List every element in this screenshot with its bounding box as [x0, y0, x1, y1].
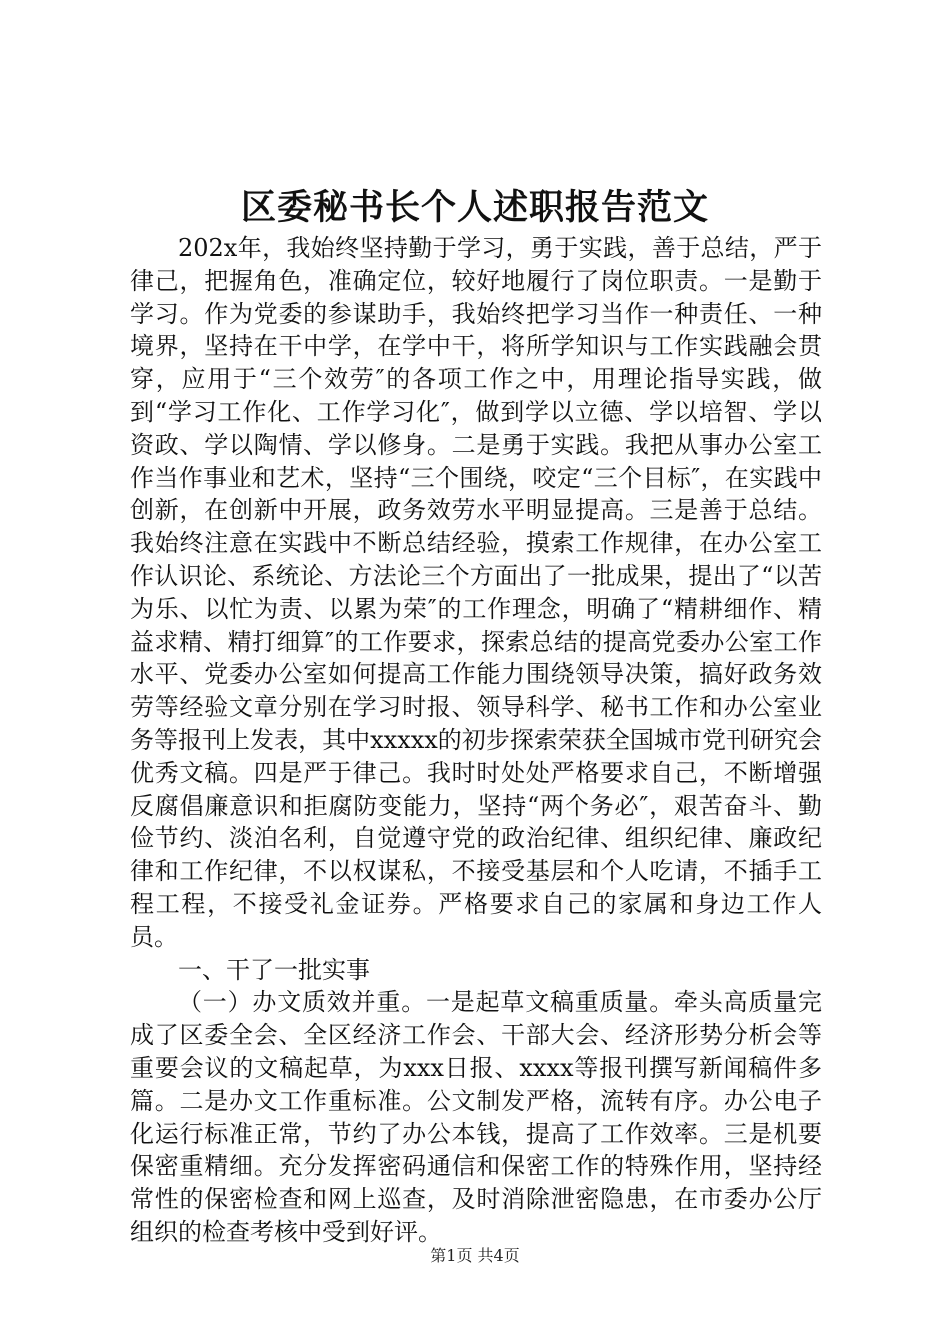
document-title: 区委秘书长个人述职报告范文 — [240, 187, 709, 228]
section-heading: 一、干了一批实事 — [178, 955, 370, 984]
paragraph-intro: 202x年，我始终坚持勤于学习，勇于实践，善于总结，严于律己，把握角色，准确定位，较好地履行了岗位职责。一是勤于学习。作为党委的参谋助手，我始终把学习当作一种责任、一种境界，坚持在干中学，在学中干，将所学知识与工作实践融会贯穿，应用于“三个效劳″的各项工作之中，用理论指导实践，做到“学习工作化、工作学习化″，做到学以立德、学以培智、学以资政、学以陶情、学以修身。二是勇于实践。我把从事办公室工作当作事业和艺术，坚持“三个围绕，咬定“三个目标″，在实践中创新，在创新中开展，政务效劳水平明显提高。三是善于总结。我始终注意在实践中不断总结经验，摸索工作规律，在办公室工作认识论、系统论、方法论三个方面出了一批成果，提出了“以苦为乐、以忙为责、以累为荣″的工作理念，明确了“精耕细作、精益求精、精打细算″的工作要求，探索总结的提高党委办公室工作水平、党委办公室如何提高工作能力围绕领导决策，搞好政务效劳等经验文章分别在学习时报、领导科学、秘书工作和办公室业务等报刊上发表，其中xxxxx的初步探索荣获全国城市党刊研究会优秀文稿。四是严于律己。我时时处处严格要求自己，不断增强反腐倡廉意识和拒腐防变能力，坚持“两个务必″，艰苦奋斗、勤俭节约、淡泊名利，自觉遵守党的政治纪律、组织纪律、廉政纪律和工作纪律，不以权谋私，不接受基层和个人吃请，不插手工程工程，不接受礼金证券。严格要求自己的家属和身边工作人员。 — [130, 234, 822, 951]
document-body — [130, 232, 822, 1249]
page-footer: 第1页 共4页 — [430, 1246, 520, 1265]
paragraph-section-1: （一）办文质效并重。一是起草文稿重质量。牵头高质量完成了区委全会、全区经济工作会、干部大会、经济形势分析会等重要会议的文稿起草，为xxx日报、xxxx等报刊撰写新闻稿件多篇。二是办文工作重标准。公文制发严格，流转有序。办公电子化运行标准正常，节约了办公本钱，提高了工作效率。三是机要保密重精细。充分发挥密码通信和保密工作的特殊作用，坚持经常性的保密检查和网上巡查，及时消除泄密隐患，在市委办公厅组织的检查考核中受到好评。 — [130, 988, 822, 1246]
